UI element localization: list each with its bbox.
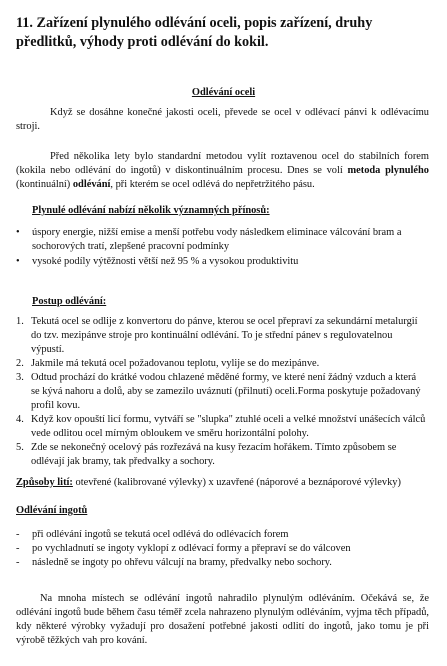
list-item	[16, 255, 429, 269]
bullet-icon: •	[16, 227, 20, 238]
history-text-2: (kontinuální)	[16, 179, 73, 190]
benefit-text: úspory energie, nižší emise a menší potřebu vody následkem eliminace válcování bram a sochorových tratí, zlepšené pracovní podmínky	[32, 227, 402, 252]
step-number: 2.	[16, 358, 24, 369]
step-text: Tekutá ocel se odlije z konvertoru do pánve, kterou se ocel přepraví za sekundární metalurgií do tzv. mezipánve stroje pro kontinuální odlévání. To je střední pánev s regulovatelnou výpustí.	[31, 316, 418, 355]
list-item	[16, 556, 429, 570]
ingots-list	[16, 528, 429, 570]
dash-icon: -	[16, 543, 20, 554]
methods-line	[16, 476, 429, 490]
methods-label: Způsoby lití:	[16, 477, 73, 488]
step-text: Odtud prochází do krátké vodou chlazené měděné formy, ve které není žádný vzduch a která se kývá nahoru a dolů, aby se zamezilo uváznutí (přilnutí) oceli.Forma poskytuje požadovaný profil kovu.	[31, 372, 421, 411]
step-number: 1.	[16, 316, 24, 327]
list-item	[16, 542, 429, 556]
step-number: 5.	[16, 442, 24, 453]
step-text: Když kov opouští licí formu, vytváří se "slupka" ztuhlé oceli a velké množství unášecích válců vede odlitou ocel mírným obloukem ve směru horizontální polohy.	[31, 414, 426, 439]
dash-icon: -	[16, 557, 20, 568]
benefit-text: vysoké podíly výtěžnosti větší než 95 % a vysokou produktivitu	[32, 256, 299, 267]
closing-paragraph: Na mnoha místech se odlévání ingotů nahradilo plynulým odléváním. Očekává se, že odlévání ingotů bude během času téměř zcela nahrazeno plynulým odléváním, vyjma těch případů, kdy některé výrobky vyžadují pro dosažení potřebné jakosti odlití do ingotů, jako tomu je při výrobě těžkých vah pro kování.	[16, 593, 429, 646]
step-number: 3.	[16, 372, 24, 383]
history-paragraph	[16, 150, 429, 192]
ingot-text: po vychladnutí se ingoty vyklopí z odlévací formy a přepraví se do válcoven	[32, 543, 351, 554]
dash-icon: -	[16, 529, 20, 540]
section-heading: Odlévání oceli	[191, 87, 256, 98]
ingot-text: následně se ingoty po ohřevu válcují na bramy, předvalky nebo sochory.	[32, 557, 332, 568]
history-text-3: , při kterém se ocel odlévá do nepřetržitého pásu.	[110, 179, 315, 190]
document-title: 11. Zařízení plynulého odlévání oceli, popis zařízení, druhy předlitků, výhody proti odlévání do kokil.	[16, 15, 373, 50]
list-item	[16, 441, 426, 469]
procedure-heading: Postup odlévání:	[32, 296, 107, 307]
list-item	[16, 226, 429, 254]
list-item	[16, 357, 426, 371]
list-item	[16, 413, 426, 441]
bullet-icon: •	[16, 256, 20, 267]
ingot-text: při odlévání ingotů se tekutá ocel odlévá do odlévacích forem	[32, 529, 289, 540]
step-number: 4.	[16, 414, 24, 425]
procedure-list	[16, 315, 426, 469]
methods-text: otevřené (kalibrované výlevky) x uzavřené (náporové a beznáporové výlevky)	[75, 477, 401, 488]
step-text: Zde se nekonečný ocelový pás rozřezává na kusy řezacím hořákem. Tímto způsobem se odlévají jak bramy, tak předvalky a sochory.	[31, 442, 397, 467]
history-bold-2: odlévání	[72, 179, 111, 190]
ingots-heading: Odlévání ingotů	[16, 505, 88, 516]
history-bold-1: metoda plynulého	[347, 165, 429, 176]
intro-paragraph: Když se dosáhne konečné jakosti oceli, převede se ocel v odlévací pánvi k odlévacímu stroji.	[16, 107, 429, 132]
benefits-list	[16, 226, 429, 269]
step-text: Jakmile má tekutá ocel požadovanou teplotu, vylije se do mezipánve.	[31, 358, 320, 369]
list-item	[16, 371, 426, 413]
history-text-1: Před několika lety bylo standardní metodou vylít roztavenou ocel do stabilních forem (kokila nebo odlévání do ingotů) v diskontinuálním procesu. Dnes se volí	[16, 151, 429, 176]
list-item	[16, 315, 426, 357]
benefits-heading: Plynulé odlévání nabízí několik významných přínosů:	[32, 205, 270, 216]
list-item	[16, 528, 429, 542]
